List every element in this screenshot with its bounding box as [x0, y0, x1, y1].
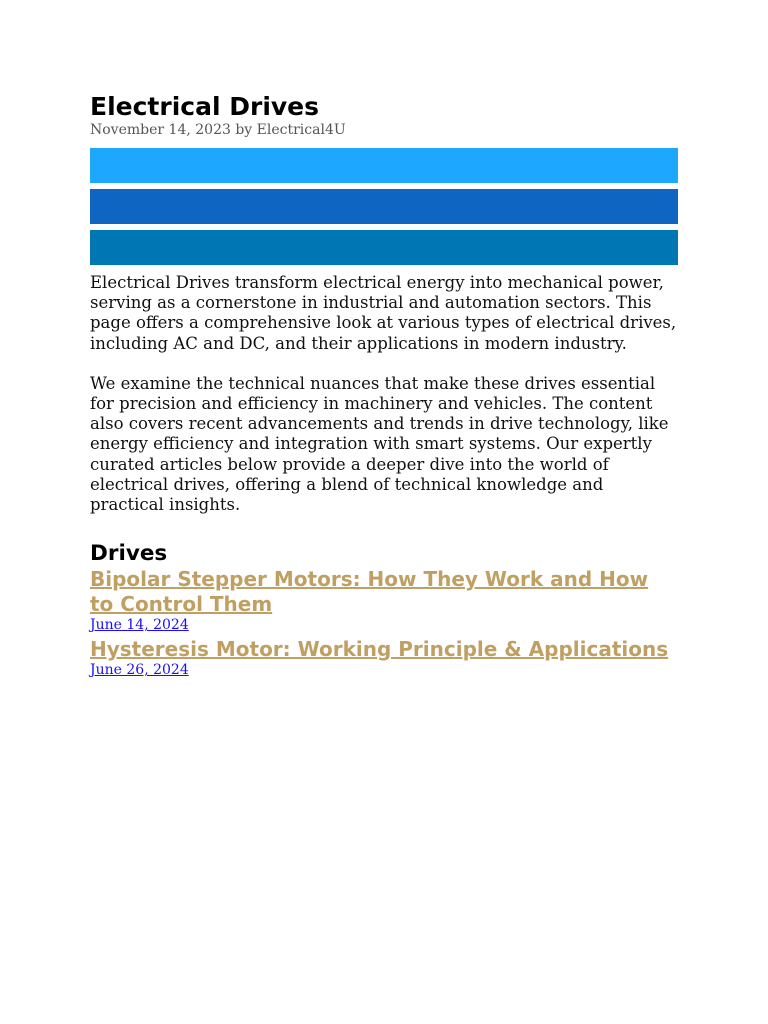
article-date-link[interactable]: June 14, 2024 — [90, 617, 189, 634]
page-title: Electrical Drives — [90, 92, 320, 121]
article-page — [90, 92, 678, 682]
intro-paragraph-1: Electrical Drives transform electrical energy into mechanical power, serving as a cornerstone in industrial and automation sectors. This page offers a comprehensive look at various types of electrical drives, including AC and DC, and their applications in modern industry. — [90, 273, 677, 353]
post-meta: November 14, 2023 by Electrical4U — [90, 122, 346, 138]
article-date-link[interactable]: June 26, 2024 — [90, 662, 189, 679]
list-item — [90, 567, 678, 633]
share-bar-2[interactable] — [90, 189, 678, 224]
article-link-bipolar-stepper[interactable]: Bipolar Stepper Motors: How They Work and How to Control Them — [90, 567, 649, 617]
section-title: Drives — [90, 541, 168, 567]
article-link-hysteresis-motor[interactable]: Hysteresis Motor: Working Principle & Applications — [90, 637, 669, 662]
list-item — [90, 637, 678, 678]
share-bar-1[interactable] — [90, 148, 678, 183]
intro-paragraph-2: We examine the technical nuances that make these drives essential for precision and efficiency in machinery and vehicles. The content also covers recent advancements and trends in drive technology, like energy efficiency and integration with smart systems. Our expertly curated articles below provide a deeper dive into the world of electrical drives, offering a blend of technical knowledge and practical insights. — [90, 373, 669, 515]
share-bar-3[interactable] — [90, 230, 678, 265]
